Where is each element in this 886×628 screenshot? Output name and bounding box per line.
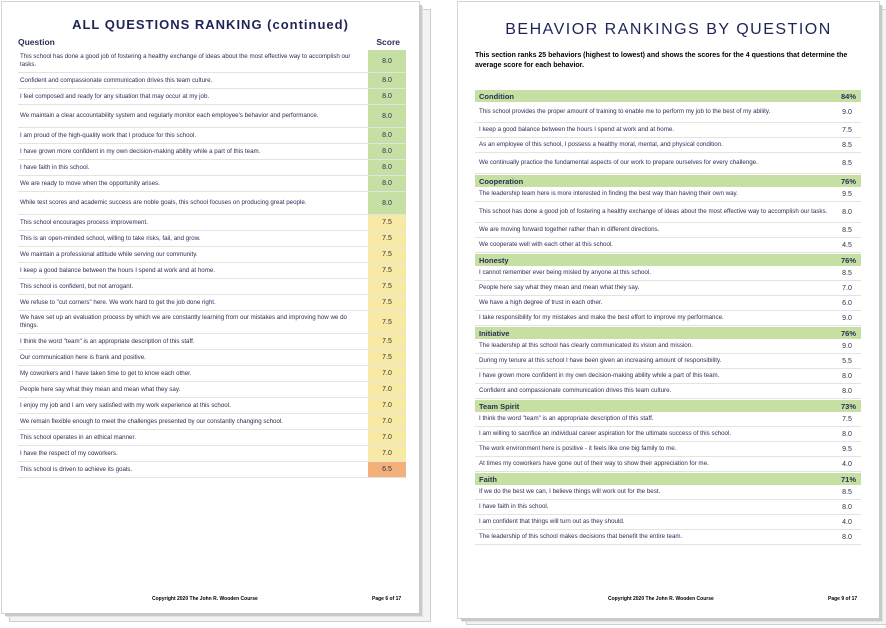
question-text: This school provides the proper amount of training to enable me to perform my job to the best of my ability. bbox=[479, 108, 771, 115]
behavior-category-header bbox=[475, 254, 861, 266]
intro-text: This section ranks 25 behaviors (highest to lowest) and shows the scores for the 4 questions that determine the average score for each behavior. bbox=[475, 52, 848, 69]
table-row bbox=[475, 281, 861, 296]
question-text: We are moving forward together rather than in different directions. bbox=[479, 226, 660, 233]
score-value: 8.0 bbox=[842, 387, 852, 395]
behavior-category-header bbox=[475, 327, 861, 339]
score-value: 4.0 bbox=[842, 518, 852, 526]
question-text: I am proud of the high-quality work that I produce for this school. bbox=[20, 131, 197, 139]
behavior-percent: 71% bbox=[840, 474, 856, 484]
table-row bbox=[18, 176, 406, 192]
table-row bbox=[18, 382, 406, 398]
behavior-percent: 84% bbox=[840, 91, 856, 101]
table-row bbox=[18, 430, 406, 446]
table-row bbox=[18, 231, 406, 247]
question-text: I have the respect of my coworkers. bbox=[20, 449, 118, 457]
behavior-category-header bbox=[475, 175, 861, 187]
question-text: We maintain a clear accountability system and regularly monitor each employee's behavior and performance. bbox=[20, 112, 319, 119]
table-row bbox=[475, 354, 861, 369]
question-text: I have grown more confident in my own decision-making ability while a part of this team. bbox=[20, 147, 261, 155]
score-value: 7.5 bbox=[842, 415, 852, 423]
question-text: I take responsibility for my mistakes and make the best effort to improve my performance. bbox=[479, 314, 724, 321]
score-cell: 8.0 bbox=[368, 50, 406, 72]
question-text: We maintain a professional attitude while serving our community. bbox=[20, 250, 198, 258]
score-cell: 7.5 bbox=[368, 263, 406, 278]
score-cell: 7.5 bbox=[368, 279, 406, 294]
question-text: The work environment here is positive - it feels like one big family to me. bbox=[479, 445, 677, 452]
questions-table bbox=[18, 50, 406, 478]
page-right bbox=[458, 2, 879, 618]
score-value: 9.0 bbox=[842, 108, 852, 116]
question-text: I think the word "team" is an appropriate description of this staff. bbox=[20, 337, 195, 345]
table-row bbox=[18, 144, 406, 160]
table-row bbox=[18, 398, 406, 414]
table-row bbox=[18, 50, 406, 73]
behavior-name: Faith bbox=[479, 474, 497, 484]
score-value: 9.5 bbox=[842, 190, 852, 198]
table-row bbox=[475, 223, 861, 238]
table-row bbox=[475, 138, 861, 153]
table-row bbox=[18, 446, 406, 462]
score-cell: 8.0 bbox=[368, 89, 406, 104]
question-text: This school encourages process improvement. bbox=[20, 218, 148, 226]
score-value: 9.0 bbox=[842, 342, 852, 350]
question-text: If we do the best we can, I believe things will work out for the best. bbox=[479, 488, 661, 495]
table-row bbox=[475, 339, 861, 354]
page-left bbox=[2, 2, 419, 613]
footer-page-number: Page 9 of 17 bbox=[828, 596, 858, 602]
footer-page-number: Page 6 of 17 bbox=[372, 596, 402, 602]
score-value: 7.0 bbox=[842, 284, 852, 292]
score-value: 4.0 bbox=[842, 460, 852, 468]
score-cell: 8.0 bbox=[368, 144, 406, 159]
score-value: 8.5 bbox=[842, 141, 852, 149]
score-cell: 7.5 bbox=[368, 247, 406, 262]
behavior-category-header bbox=[475, 90, 861, 102]
table-row bbox=[475, 238, 861, 253]
table-row bbox=[475, 530, 861, 545]
table-row bbox=[18, 89, 406, 105]
table-row bbox=[18, 160, 406, 176]
score-cell: 8.0 bbox=[368, 105, 406, 127]
table-row bbox=[18, 334, 406, 350]
question-text: The leadership team here is more interested in finding the best way than having their own way. bbox=[479, 190, 738, 197]
question-text: We cooperate well with each other at this school. bbox=[479, 241, 614, 248]
question-text: This school is driven to achieve its goals. bbox=[20, 465, 133, 473]
score-cell: 7.0 bbox=[368, 446, 406, 461]
table-row bbox=[475, 427, 861, 442]
score-cell: 7.0 bbox=[368, 366, 406, 381]
question-text: We have set up an evaluation process by which we are constantly learning from our mistakes and improving how we do things. bbox=[20, 314, 347, 329]
score-value: 8.0 bbox=[842, 503, 852, 511]
score-cell: 8.0 bbox=[368, 160, 406, 175]
question-text: Confident and compassionate communication drives this team culture. bbox=[20, 76, 213, 84]
table-row bbox=[18, 247, 406, 263]
score-cell: 7.5 bbox=[368, 215, 406, 230]
table-row bbox=[18, 414, 406, 430]
question-text: I am confident that things will turn out as they should. bbox=[479, 518, 625, 525]
behavior-category-header bbox=[475, 473, 861, 485]
table-row bbox=[18, 295, 406, 311]
table-row bbox=[475, 102, 861, 123]
question-text: I have faith in this school. bbox=[479, 503, 549, 510]
table-row bbox=[475, 457, 861, 472]
score-cell: 7.5 bbox=[368, 311, 406, 333]
footer-copyright: Copyright 2020 The John R. Wooden Course bbox=[152, 596, 258, 602]
behavior-percent: 76% bbox=[840, 176, 856, 186]
score-cell: 7.0 bbox=[368, 430, 406, 445]
question-text: People here say what they mean and mean what they say. bbox=[20, 385, 181, 393]
question-text: I keep a good balance between the hours I spend at work and at home. bbox=[20, 266, 216, 274]
question-text: I think the word "team" is an appropriate description of this staff. bbox=[479, 415, 654, 422]
question-text: Our communication here is frank and positive. bbox=[20, 353, 146, 361]
score-value: 8.0 bbox=[842, 430, 852, 438]
question-text: Confident and compassionate communication drives this team culture. bbox=[479, 387, 672, 394]
question-text: This school has done a good job of fostering a healthy exchange of ideas about the most effective way to accomplish our tasks. bbox=[479, 208, 828, 215]
score-cell: 8.0 bbox=[368, 192, 406, 214]
question-text: My coworkers and I have taken time to get to know each other. bbox=[20, 369, 192, 377]
table-row bbox=[475, 412, 861, 427]
table-row bbox=[18, 279, 406, 295]
score-value: 8.0 bbox=[842, 208, 852, 216]
question-text: I cannot remember ever being misled by anyone at this school. bbox=[479, 269, 651, 276]
score-value: 4.5 bbox=[842, 241, 852, 249]
question-text: The leadership at this school has clearly communicated its vision and mission. bbox=[479, 342, 693, 349]
column-header-score: Score bbox=[376, 37, 400, 47]
score-value: 8.5 bbox=[842, 488, 852, 496]
table-row bbox=[18, 128, 406, 144]
table-row bbox=[18, 215, 406, 231]
table-row bbox=[18, 192, 406, 215]
score-value: 8.5 bbox=[842, 269, 852, 277]
behavior-name: Cooperation bbox=[479, 176, 524, 186]
table-row bbox=[475, 515, 861, 530]
score-value: 8.0 bbox=[842, 533, 852, 541]
behavior-table bbox=[475, 89, 861, 545]
question-text: We continually practice the fundamental aspects of our work to prepare ourselves for every challenge. bbox=[479, 159, 758, 166]
question-text: This is an open-minded school, willing to take risks, fail, and grow. bbox=[20, 234, 201, 242]
question-text: I enjoy my job and I am very satisfied with my work experience at this school. bbox=[20, 401, 231, 409]
question-text: I feel composed and ready for any situation that may occur at my job. bbox=[20, 92, 210, 100]
score-cell: 7.5 bbox=[368, 334, 406, 349]
behavior-percent: 76% bbox=[840, 255, 856, 265]
question-text: During my tenure at this school I have been given an increasing amount of responsibility. bbox=[479, 357, 722, 364]
question-text: This school is confident, but not arrogant. bbox=[20, 282, 134, 290]
question-text: We remain flexible enough to meet the challenges presented by our constantly changing school. bbox=[20, 417, 284, 425]
question-text: At times my coworkers have gone out of their way to show their appreciation for me. bbox=[479, 460, 709, 467]
table-row bbox=[475, 384, 861, 399]
column-header-question: Question bbox=[18, 37, 55, 47]
behavior-name: Honesty bbox=[479, 255, 509, 265]
score-cell: 7.0 bbox=[368, 414, 406, 429]
table-row bbox=[475, 369, 861, 384]
score-value: 7.5 bbox=[842, 126, 852, 134]
score-value: 8.5 bbox=[842, 226, 852, 234]
behavior-category-header bbox=[475, 400, 861, 412]
page-title: ALL QUESTIONS RANKING (continued) bbox=[72, 17, 349, 32]
score-value: 9.0 bbox=[842, 314, 852, 322]
behavior-percent: 73% bbox=[840, 401, 856, 411]
table-row bbox=[18, 105, 406, 128]
table-row bbox=[475, 311, 861, 326]
question-text: We have a high degree of trust in each other. bbox=[479, 299, 603, 306]
score-value: 8.0 bbox=[842, 372, 852, 380]
behavior-percent: 76% bbox=[840, 328, 856, 338]
question-text: This school operates in an ethical manner. bbox=[20, 433, 136, 441]
score-cell: 7.0 bbox=[368, 382, 406, 397]
question-text: The leadership of this school makes decisions that benefit the entire team. bbox=[479, 533, 683, 540]
table-row bbox=[18, 73, 406, 89]
table-row bbox=[475, 202, 861, 223]
score-cell: 7.5 bbox=[368, 350, 406, 365]
question-text: We are ready to move when the opportunity arises. bbox=[20, 179, 160, 187]
behavior-name: Team Spirit bbox=[479, 401, 520, 411]
score-value: 9.5 bbox=[842, 445, 852, 453]
table-header bbox=[18, 37, 406, 49]
question-text: We refuse to "cut corners" here. We work hard to get the job done right. bbox=[20, 298, 216, 306]
table-row bbox=[18, 350, 406, 366]
question-text: This school has done a good job of fostering a healthy exchange of ideas about the most effective way to accomplish our tasks. bbox=[20, 53, 351, 68]
score-cell: 8.0 bbox=[368, 73, 406, 88]
score-value: 6.0 bbox=[842, 299, 852, 307]
table-row bbox=[475, 123, 861, 138]
table-row bbox=[475, 153, 861, 174]
footer-copyright: Copyright 2020 The John R. Wooden Course bbox=[608, 596, 714, 602]
table-row bbox=[475, 485, 861, 500]
table-row bbox=[18, 462, 406, 478]
table-row bbox=[18, 263, 406, 279]
table-row bbox=[475, 266, 861, 281]
table-row bbox=[475, 187, 861, 202]
table-row bbox=[18, 366, 406, 382]
page-title: BEHAVIOR RANKINGS BY QUESTION bbox=[505, 21, 832, 38]
score-cell: 6.5 bbox=[368, 462, 406, 477]
question-text: As an employee of this school, I possess a healthy moral, mental, and physical condition. bbox=[479, 141, 723, 148]
behavior-name: Condition bbox=[479, 91, 514, 101]
question-text: I have grown more confident in my own decision-making ability while a part of this team. bbox=[479, 372, 720, 379]
score-cell: 7.5 bbox=[368, 231, 406, 246]
score-cell: 7.0 bbox=[368, 398, 406, 413]
question-text: I keep a good balance between the hours I spend at work and at home. bbox=[479, 126, 675, 133]
table-row bbox=[475, 500, 861, 515]
table-row bbox=[475, 442, 861, 457]
score-cell: 8.0 bbox=[368, 128, 406, 143]
table-row bbox=[18, 311, 406, 334]
question-text: I am willing to sacrifice an individual career aspiration for the ultimate success of this school. bbox=[479, 430, 732, 437]
behavior-name: Initiative bbox=[479, 328, 510, 338]
question-text: People here say what they mean and mean what they say. bbox=[479, 284, 640, 291]
table-row bbox=[475, 296, 861, 311]
question-text: While test scores and academic success are noble goals, this school focuses on producing great people. bbox=[20, 199, 307, 206]
score-cell: 8.0 bbox=[368, 176, 406, 191]
score-value: 5.5 bbox=[842, 357, 852, 365]
question-text: I have faith in this school. bbox=[20, 163, 90, 171]
score-cell: 7.5 bbox=[368, 295, 406, 310]
score-value: 8.5 bbox=[842, 159, 852, 167]
